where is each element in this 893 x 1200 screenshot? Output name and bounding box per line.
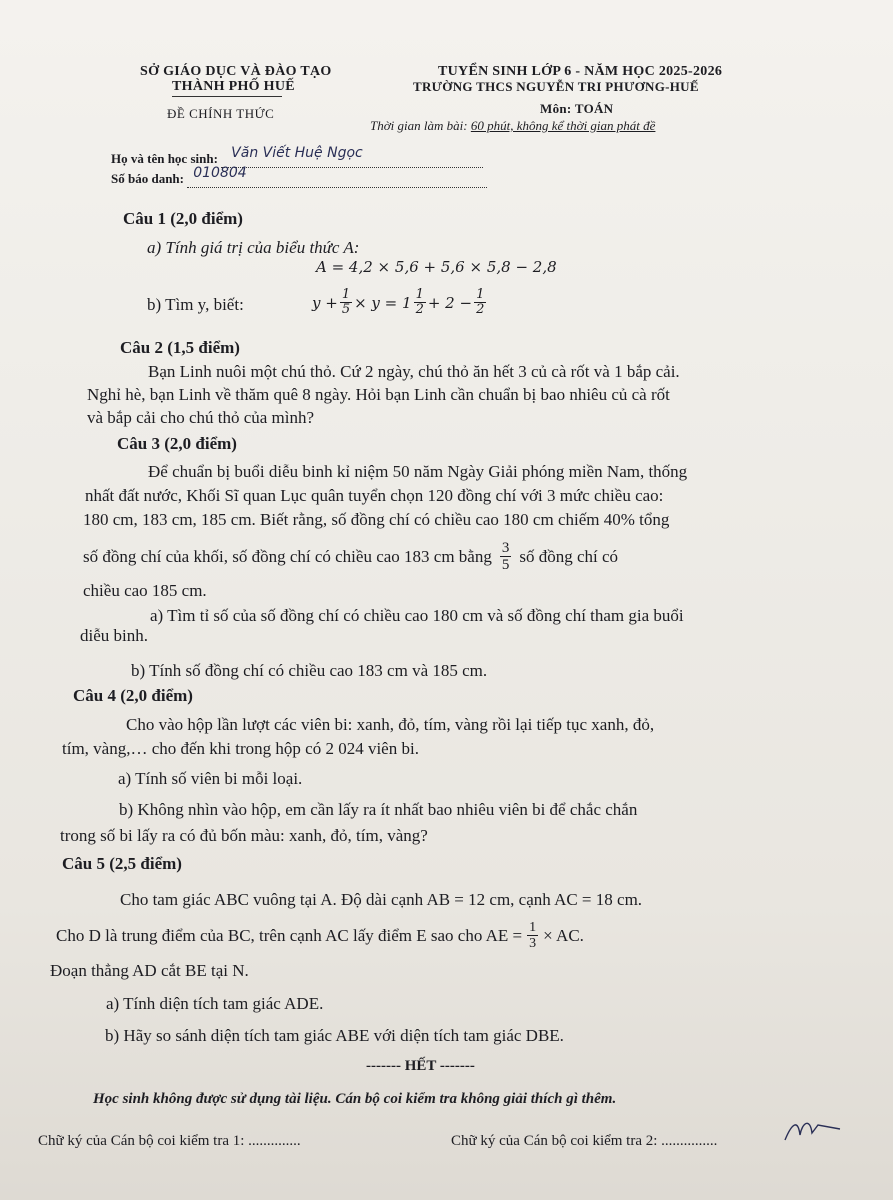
denominator: 5 (501, 557, 510, 573)
question-4b: b) Không nhìn vào hộp, em cần lấy ra ít nhất bao nhiêu viên bi để chắc chắn (119, 800, 638, 819)
question-2-line: và bắp cải cho chú thỏ của mình? (87, 408, 315, 427)
expr-part: y + (312, 293, 338, 312)
question-4-line: Cho vào hộp lần lượt các viên bi: xanh, đỏ, tím, vàng rồi lại tiếp tục xanh, đỏ, (126, 715, 655, 734)
question-2-line: Bạn Linh nuôi một chú thỏ. Cứ 2 ngày, chú thỏ ăn hết 3 củ cà rốt và 1 bắp cải. (148, 362, 680, 381)
school-name: TRƯỜNG THCS NGUYỄN TRI PHƯƠNG-HUẾ (413, 79, 699, 94)
numerator: 1 (415, 287, 424, 302)
fraction (414, 288, 426, 317)
question-4b-cont: trong số bi lấy ra có đủ bốn màu: xanh, đỏ, tím, vàng? (60, 826, 428, 845)
time-prefix: Thời gian làm bài: (370, 118, 471, 133)
exam-note: Học sinh không được sử dụng tài liệu. Cán bộ coi kiểm tra không giải thích gì thêm. (93, 1091, 617, 1107)
question-5-title: Câu 5 (2,5 điểm) (62, 854, 182, 873)
student-number-row (111, 165, 487, 188)
official-label: ĐỀ CHÍNH THỨC (167, 106, 275, 121)
text-part: số đồng chí của khối, số đồng chí có chiều cao 183 cm bằng (83, 546, 492, 566)
question-2-title: Câu 2 (1,5 điểm) (120, 338, 240, 357)
city-name: THÀNH PHỐ HUẾ (172, 79, 295, 94)
question-3-line (83, 540, 618, 573)
header-divider (172, 96, 282, 97)
question-5a: a) Tính diện tích tam giác ADE. (106, 994, 324, 1013)
numerator: 3 (501, 540, 510, 556)
question-1b: b) Tìm y, biết: (147, 295, 244, 314)
text-part: Cho D là trung điểm của BC, trên cạnh AC lấy điểm E sao cho AE = (56, 925, 523, 945)
department-name: SỞ GIÁO DỤC VÀ ĐÀO TẠO (140, 64, 332, 79)
student-number-field[interactable] (187, 165, 487, 188)
signature-scribble (780, 1115, 850, 1145)
question-5-line: Đoạn thẳng AD cắt BE tại N. (50, 961, 249, 980)
time-limit (370, 118, 655, 134)
numerator: 1 (341, 287, 351, 302)
expr-part: × y = 1 (354, 293, 412, 312)
student-number-label: Số báo danh: (111, 171, 184, 186)
student-name-value: Văn Viết Huệ Ngọc (231, 145, 363, 161)
question-1a: a) Tính giá trị của biểu thức A: (147, 238, 360, 257)
question-3-line: nhất đất nước, Khối Sĩ quan Lục quân tuyển chọn 120 đồng chí với 3 mức chiều cao: (85, 486, 664, 505)
question-4-line: tím, vàng,… cho đến khi trong hộp có 2 024 viên bi. (62, 739, 419, 758)
invigilator-1-signature: Chữ ký của Cán bộ coi kiểm tra 1: .............. (38, 1133, 301, 1149)
question-5b: b) Hãy so sánh diện tích tam giác ABE với diện tích tam giác DBE. (105, 1026, 564, 1045)
fraction (500, 540, 512, 573)
question-5-line (56, 920, 584, 951)
student-name-label: Họ và tên học sinh: (111, 151, 218, 166)
question-3a-cont: diễu binh. (80, 626, 148, 645)
numerator: 1 (476, 287, 485, 302)
question-2-line: Nghỉ hè, bạn Linh về thăm quê 8 ngày. Hỏi bạn Linh cần chuẩn bị bao nhiêu củ cà rốt (87, 385, 670, 404)
question-3-line: 180 cm, 183 cm, 185 cm. Biết rằng, số đồng chí có chiều cao 180 cm chiếm 40% tổng (83, 510, 670, 529)
student-name-field[interactable] (221, 145, 483, 168)
denominator: 2 (415, 302, 424, 317)
question-3b: b) Tính số đồng chí có chiều cao 183 cm và 185 cm. (131, 661, 488, 680)
question-1b-expression (312, 288, 488, 317)
numerator: 1 (529, 920, 537, 935)
question-1-title-text: Câu 1 (2,0 điểm) (123, 209, 243, 228)
text-part: số đồng chí có (519, 546, 619, 566)
subject-label: Môn: TOÁN (540, 101, 614, 116)
fraction (527, 920, 538, 951)
question-3-line: chiều cao 185 cm. (83, 581, 207, 600)
question-5-line: Cho tam giác ABC vuông tại A. Độ dài cạnh AB = 12 cm, cạnh AC = 18 cm. (120, 890, 643, 909)
invigilator-2-signature: Chữ ký của Cán bộ coi kiểm tra 2: ............... (451, 1133, 718, 1149)
question-1-title (123, 209, 243, 229)
fraction (340, 288, 352, 317)
denominator: 5 (341, 302, 351, 317)
denominator: 2 (476, 302, 485, 317)
question-3a: a) Tìm tỉ số của số đồng chí có chiều cao 180 cm và số đồng chí tham gia buổi (150, 606, 684, 625)
question-3-title: Câu 3 (2,0 điểm) (117, 434, 237, 453)
denominator: 3 (529, 936, 537, 951)
question-4-title: Câu 4 (2,0 điểm) (73, 686, 193, 705)
text-part: × AC. (543, 925, 584, 945)
expr-part: + 2 − (427, 293, 473, 312)
fraction (474, 288, 486, 317)
exam-title: TUYỂN SINH LỚP 6 - NĂM HỌC 2025-2026 (438, 64, 723, 79)
question-4a: a) Tính số viên bi mỗi loại. (118, 769, 303, 788)
end-marker: ------- HẾT ------- (366, 1058, 475, 1074)
question-1a-expression: A = 4,2 × 5,6 + 5,6 × 5,8 − 2,8 (316, 258, 557, 276)
question-3-line: Để chuẩn bị buổi diễu binh kỉ niệm 50 năm Ngày Giải phóng miền Nam, thống (148, 462, 688, 481)
time-value: 60 phút, không kể thời gian phát đề (470, 118, 656, 133)
student-name-row (111, 145, 483, 168)
student-number-value: 010804 (193, 165, 247, 181)
